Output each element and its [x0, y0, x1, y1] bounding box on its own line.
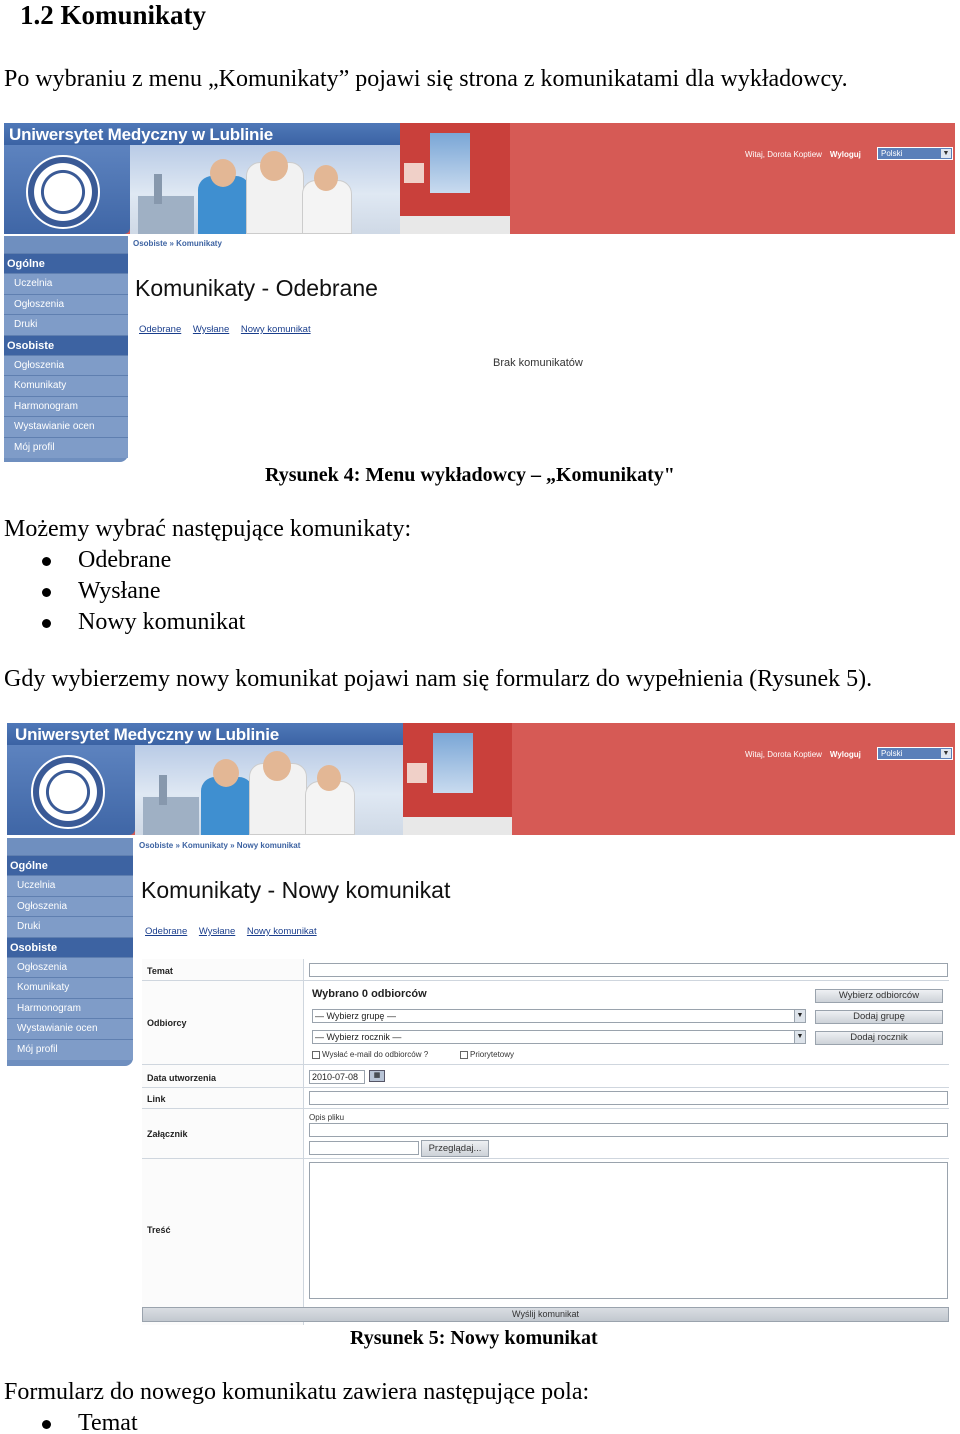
header-photo [130, 145, 400, 234]
sidebar-item-ogloszenia-osobiste[interactable]: Ogłoszenia [4, 356, 128, 376]
figure5-sidebar [7, 838, 133, 1066]
list-item [40, 545, 245, 576]
figure5-banner [7, 723, 955, 835]
message-tabs [139, 324, 320, 335]
tab-odebrane[interactable]: Odebrane [139, 324, 182, 335]
subject-input[interactable] [309, 963, 948, 977]
tab-nowy-komunikat[interactable]: Nowy komunikat [246, 926, 317, 937]
sidebar-item-moj-profil[interactable]: Mój profil [4, 438, 128, 458]
greeting-text: Witaj, Dorota Koptiew [745, 150, 822, 159]
figure5-caption: Rysunek 5: Nowy komunikat [350, 1327, 598, 1349]
recipients-label: Odbiorcy [147, 1018, 187, 1028]
priority-checkbox[interactable] [460, 1051, 468, 1059]
send-email-option [312, 1050, 428, 1059]
list-item-text: Odebrane [78, 547, 172, 573]
group-select[interactable] [312, 1009, 806, 1023]
sidebar-group-osobiste[interactable]: Osobiste [7, 938, 133, 958]
sidebar-item-komunikaty[interactable]: Komunikaty [4, 376, 128, 396]
page-title: Komunikaty - Nowy komunikat [141, 877, 451, 903]
tab-wyslane[interactable]: Wysłane [192, 324, 230, 335]
figure4-caption: Rysunek 4: Menu wykładowcy – „Komunikaty" [265, 464, 675, 486]
sidebar-item-druki[interactable]: Druki [4, 315, 128, 335]
list-item [40, 607, 245, 638]
section-title: 1.2 Komunikaty [20, 0, 207, 30]
sidebar-item-komunikaty[interactable]: Komunikaty [7, 978, 133, 998]
university-seal-icon [31, 755, 105, 829]
figure4-banner [4, 123, 955, 234]
fields-list [40, 1408, 138, 1434]
link-label: Link [147, 1094, 166, 1104]
sidebar-item-harmonogram[interactable]: Harmonogram [7, 999, 133, 1019]
sidebar-item-ogloszenia[interactable]: Ogłoszenia [4, 295, 128, 315]
year-select-value: — Wybierz rocznik — [315, 1032, 402, 1042]
list-intro: Możemy wybrać następujące komunikaty: [4, 516, 412, 542]
header-building [400, 123, 510, 234]
content-textarea[interactable] [309, 1162, 948, 1299]
created-label: Data utworzenia [147, 1073, 217, 1083]
new-message-note: Gdy wybierzemy nowy komunikat pojawi nam się formularz do wypełnienia (Rysunek 5). [4, 666, 873, 692]
university-name: Uniwersytet Medyczny w Lublinie [9, 125, 273, 144]
list-item-text: Nowy komunikat [78, 609, 246, 635]
header-building [403, 723, 512, 835]
sidebar-item-ogloszenia[interactable]: Ogłoszenia [7, 897, 133, 917]
page-title: Komunikaty - Odebrane [135, 275, 378, 301]
university-name: Uniwersytet Medyczny w Lublinie [15, 725, 279, 744]
add-year-button[interactable]: Dodaj rocznik [815, 1031, 943, 1045]
intro-paragraph: Po wybraniu z menu „Komunikaty” pojawi się strona z komunikatami dla wykładowcy. [4, 66, 848, 92]
figure5-screenshot [7, 723, 955, 1325]
priority-option [460, 1050, 514, 1059]
attachment-label: Załącznik [147, 1129, 188, 1139]
created-date-input[interactable]: 2010-07-08 [309, 1070, 365, 1084]
chevron-down-icon: ▼ [794, 1010, 805, 1022]
browse-button[interactable]: Przeglądaj... [421, 1140, 489, 1157]
message-tabs [145, 926, 326, 937]
add-group-button[interactable]: Dodaj grupę [815, 1010, 943, 1024]
sidebar-group-ogolne[interactable]: Ogólne [7, 856, 133, 876]
chevron-down-icon: ▼ [942, 750, 950, 757]
logout-link[interactable]: Wyloguj [829, 750, 861, 759]
chevron-down-icon: ▼ [794, 1031, 805, 1043]
list-item-text: Wysłane [78, 578, 161, 604]
subject-label: Temat [147, 966, 173, 976]
sidebar-item-wystawianie-ocen[interactable]: Wystawianie ocen [4, 417, 128, 437]
language-select[interactable] [877, 147, 953, 160]
logout-link[interactable]: Wyloguj [829, 150, 861, 159]
tab-odebrane[interactable]: Odebrane [145, 926, 188, 937]
calendar-icon[interactable]: ▦ [369, 1070, 385, 1082]
list-item-text: Temat [78, 1410, 138, 1434]
recipients-count: Wybrano 0 odbiorców [312, 988, 427, 1000]
year-select[interactable] [312, 1030, 806, 1044]
file-path-input[interactable] [309, 1141, 419, 1155]
university-seal-icon [26, 155, 100, 229]
list-item [40, 1408, 138, 1434]
file-description-label: Opis pliku [309, 1113, 345, 1122]
group-select-value: — Wybierz grupę — [315, 1011, 396, 1021]
link-input[interactable] [309, 1091, 948, 1105]
breadcrumb: Osobiste » Komunikaty [133, 239, 222, 248]
sidebar-item-ogloszenia-osobiste[interactable]: Ogłoszenia [7, 958, 133, 978]
language-select-value: Polski [881, 149, 903, 158]
sidebar-item-harmonogram[interactable]: Harmonogram [4, 397, 128, 417]
header-photo [135, 745, 403, 835]
priority-label: Priorytetowy [470, 1050, 515, 1059]
sidebar-item-druki[interactable]: Druki [7, 917, 133, 937]
breadcrumb: Osobiste » Komunikaty » Nowy komunikat [139, 841, 301, 850]
new-message-form [142, 959, 949, 1325]
empty-message: Brak komunikatów [493, 357, 583, 369]
chevron-down-icon: ▼ [942, 150, 950, 157]
tab-nowy-komunikat[interactable]: Nowy komunikat [240, 324, 311, 335]
message-types-list [40, 545, 245, 638]
figure4-sidebar [4, 236, 128, 462]
send-email-checkbox[interactable] [312, 1051, 320, 1059]
language-select-value: Polski [881, 749, 903, 758]
sidebar-item-uczelnia[interactable]: Uczelnia [4, 274, 128, 294]
send-email-label: Wysłać e-mail do odbiorców ? [322, 1050, 429, 1059]
figure4-screenshot [4, 123, 955, 463]
sidebar-item-wystawianie-ocen[interactable]: Wystawianie ocen [7, 1019, 133, 1039]
sidebar-group-ogolne[interactable]: Ogólne [4, 254, 128, 274]
sidebar-item-uczelnia[interactable]: Uczelnia [7, 876, 133, 896]
language-select[interactable] [877, 747, 953, 760]
greeting-text: Witaj, Dorota Koptiew [745, 750, 822, 759]
fields-intro: Formularz do nowego komunikatu zawiera następujące pola: [4, 1379, 590, 1405]
list-item [40, 576, 245, 607]
content-label: Treść [147, 1225, 171, 1235]
file-description-input[interactable] [309, 1123, 948, 1137]
sidebar-item-moj-profil[interactable]: Mój profil [7, 1040, 133, 1060]
tab-wyslane[interactable]: Wysłane [198, 926, 236, 937]
sidebar-group-osobiste[interactable]: Osobiste [4, 336, 128, 356]
send-message-button[interactable]: Wyślij komunikat [142, 1307, 949, 1322]
select-recipients-button[interactable]: Wybierz odbiorców [815, 989, 943, 1003]
